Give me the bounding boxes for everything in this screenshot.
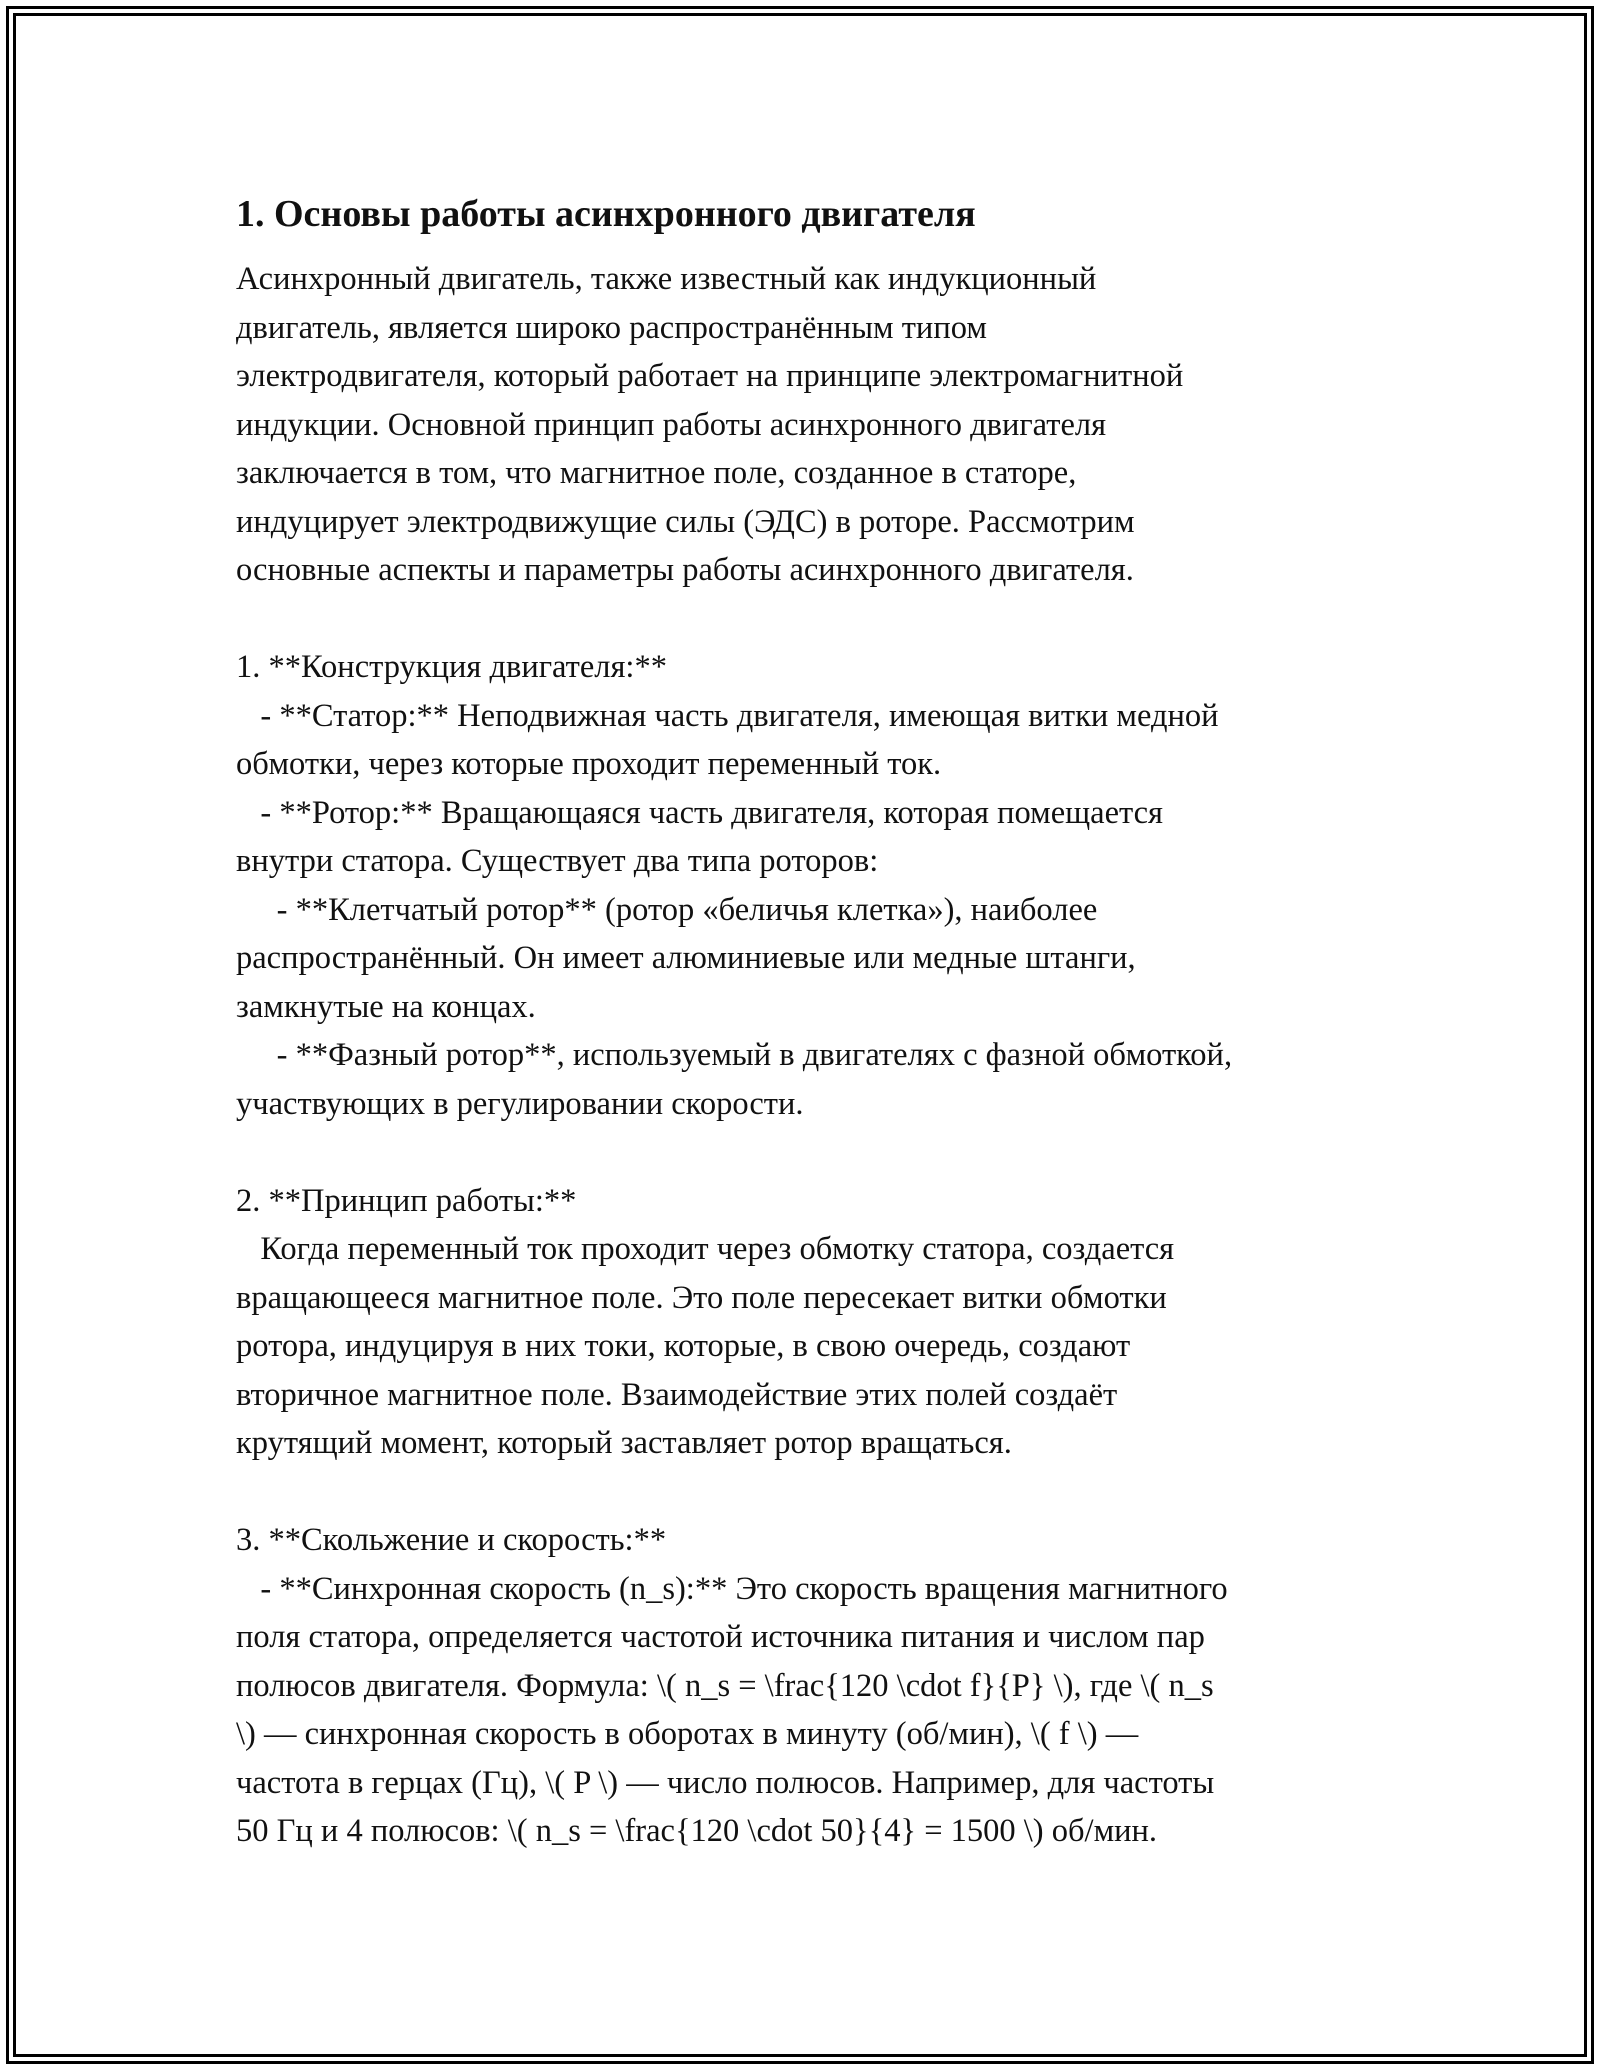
text-line: полюсов двигателя. Формула: \( n_s = \frac{120 \cdot f}{P} \), где \( n_s (236, 1667, 1214, 1704)
text-line: - **Клетчатый ротор** (ротор «беличья клетка»), наиболее (236, 891, 1098, 928)
blank-line (236, 595, 1386, 644)
text-line: Асинхронный двигатель, также известный как индукционный (236, 261, 1097, 297)
text-line: вторичное магнитное поле. Взаимодействие этих полей создаёт (236, 1376, 1118, 1413)
text-line: индукции. Основной принцип работы асинхронного двигателя (236, 406, 1107, 443)
document-body (236, 182, 1386, 1856)
list-heading-principle: 2. **Принцип работы:** (236, 1182, 577, 1219)
list-heading-construction: 1. **Конструкция двигателя:** (236, 649, 667, 685)
text-line: электродвигателя, который работает на принципе электромагнитной (236, 358, 1184, 394)
text-line: распространённый. Он имеет алюминиевые или медные штанги, (236, 940, 1136, 976)
text-line: частота в герцах (Гц), \( P \) — число полюсов. Например, для частоты (236, 1764, 1215, 1801)
text-line: 50 Гц и 4 полюсов: \( n_s = \frac{120 \cdot 50}{4} = 1500 \) об/мин. (236, 1813, 1158, 1849)
blank-line (236, 1128, 1386, 1177)
text-line: замкнутые на концах. (236, 988, 536, 1025)
text-line: индуцирует электродвижущие силы (ЭДС) в роторе. Рассмотрим (236, 503, 1135, 540)
text-line: - **Статор:** Неподвижная часть двигателя, имеющая витки медной (236, 697, 1219, 734)
text-line: крутящий момент, который заставляет ротор вращаться. (236, 1425, 1012, 1461)
text-line: участвующих в регулировании скорости. (236, 1085, 804, 1122)
text-line: внутри статора. Существует два типа роторов: (236, 843, 879, 879)
section-heading: 1. Основы работы асинхронного двигателя (236, 193, 976, 235)
text-line: двигатель, является широко распространённым типом (236, 309, 987, 346)
text-line: обмотки, через которые проходит переменный ток. (236, 746, 942, 782)
text-line: - **Ротор:** Вращающаяся часть двигателя, которая помещается (236, 794, 1163, 831)
text-line: вращающееся магнитное поле. Это поле пересекает витки обмотки (236, 1279, 1167, 1316)
text-line: - **Фазный ротор**, используемый в двигателях с фазной обмоткой, (236, 1037, 1233, 1073)
section-slip-speed (236, 1516, 1386, 1856)
section-construction (236, 643, 1386, 1177)
intro-paragraph (236, 255, 1386, 643)
section-principle (236, 1177, 1386, 1517)
blank-line (236, 1468, 1386, 1517)
list-heading-slip: 3. **Скольжение и скорость:** (236, 1522, 667, 1558)
text-line: ротора, индуцируя в них токи, которые, в свою очередь, создают (236, 1328, 1131, 1364)
text-line: основные аспекты и параметры работы асинхронного двигателя. (236, 552, 1134, 588)
text-line: заключается в том, что магнитное поле, созданное в статоре, (236, 455, 1077, 491)
text-line: - **Синхронная скорость (n_s):** Это скорость вращения магнитного (236, 1570, 1228, 1607)
text-line: \) — синхронная скорость в оборотах в минуту (об/мин), \( f \) — (236, 1716, 1139, 1752)
text-line: Когда переменный ток проходит через обмотку статора, создается (236, 1231, 1175, 1267)
text-line: поля статора, определяется частотой источника питания и числом пар (236, 1619, 1205, 1655)
